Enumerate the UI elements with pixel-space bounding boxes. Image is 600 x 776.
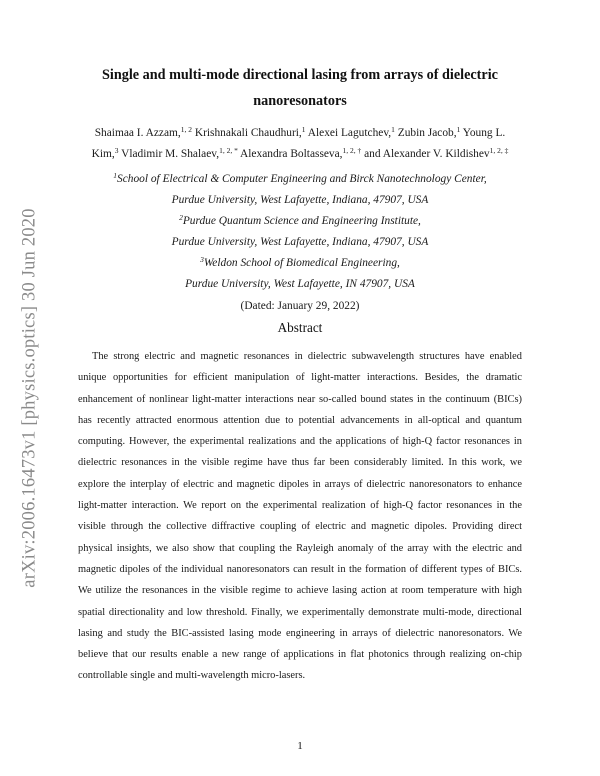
affiliation-text: School of Electrical & Computer Engineering and Birck Nanotechnology Center, <box>117 173 487 185</box>
affiliation-text: Purdue Quantum Science and Engineering Institute, <box>182 215 421 227</box>
affiliation-line <box>40 173 560 185</box>
affiliation-line <box>40 278 560 290</box>
affiliation-text: Purdue University, West Lafayette, IN 47907, USA <box>185 278 415 290</box>
affiliation-mark: 3 <box>200 255 204 264</box>
authors-line-1 <box>40 127 560 139</box>
affiliation-mark: 2 <box>179 213 183 222</box>
author-name: Kim, <box>91 148 115 160</box>
author-affiliation-mark: 1, 2, ‡ <box>489 146 509 155</box>
paper-title-line-2: nanoresonators <box>253 93 347 109</box>
author-name: Alexandra Boltasseva, <box>237 148 343 160</box>
author-name: Krishnakali Chaudhuri, <box>192 127 302 139</box>
authors-line-2 <box>40 148 560 160</box>
author-affiliation-mark: 1 <box>391 125 395 134</box>
affiliation-text: Purdue University, West Lafayette, Indiana, 47907, USA <box>171 194 429 206</box>
arxiv-identifier: arXiv:2006.16473v1 [physics.optics] 30 Jun 2020 <box>19 208 40 588</box>
author-affiliation-mark: 1, 2, * <box>219 146 238 155</box>
author-name: Shaimaa I. Azzam, <box>94 127 181 139</box>
affiliation-line <box>40 236 560 248</box>
author-name: Zubin Jacob, <box>394 127 457 139</box>
dated-line: (Dated: January 29, 2022) <box>240 300 360 312</box>
author-affiliation-mark: 3 <box>114 146 119 155</box>
affiliation-line <box>40 215 560 227</box>
abstract-body: The strong electric and magnetic resonances in dielectric subwavelength structures have enabled unique opportunities for efficient manipulation of light-matter interactions. Besides, the dramatic enhancement of nonlinear light-matter interactions near so-called bound states in the continuum (BICs) has recently attracted enormous attention due to potential advancements in all-optical and quantum computing. However, the experimental realizations and the applications of high-Q factor resonances in dielectric resonances in the visible regime have thus far been considerably limited. In this work, we explore the interplay of electric and magnetic dipoles in arrays of dielectric nanoresonators to enhance light-matter interaction. We report on the experimental realization of high-Q factor resonances in the visible through the collective diffractive coupling of electric and magnetic dipoles. Providing direct physical insights, we also show that coupling the Rayleigh anomaly of the array with the electric and magnetic dipoles of the individual nanoresonators can result in the formation of different types of BICs. We utilize the resonances in the visible regime to achieve lasing action at room temperature with high spatial directionality and low threshold. Finally, we experimentally demonstrate multi-mode, directional lasing and study the BIC-assisted lasing mode engineering in arrays of dielectric nanoresonators. We believe that our results enable a new range of applications in flat photonics through realizing on-chip controllable single and multi-wavelength micro-lasers. <box>78 351 522 682</box>
author-affiliation-mark: 1 <box>301 125 306 134</box>
author-affiliation-mark: 1, 2 <box>180 125 192 134</box>
affiliation-line <box>40 257 560 269</box>
author-name: Vladimir M. Shalaev, <box>118 148 220 160</box>
author-name: and Alexander V. Kildishev <box>361 148 490 160</box>
affiliation-text: Weldon School of Biomedical Engineering, <box>203 257 400 269</box>
affiliation-text: Purdue University, West Lafayette, Indiana, 47907, USA <box>171 236 429 248</box>
page-number: 1 <box>297 740 303 752</box>
author-name: Alexei Lagutchev, <box>305 127 392 139</box>
paper-title-line-1: Single and multi-mode directional lasing from arrays of dielectric <box>102 67 498 83</box>
abstract-heading: Abstract <box>277 320 323 335</box>
affiliation-mark: 1 <box>113 171 118 180</box>
author-affiliation-mark: 1 <box>456 125 461 134</box>
affiliation-line <box>40 194 560 206</box>
author-affiliation-mark: 1, 2, † <box>342 146 362 155</box>
author-name: Young L. <box>460 127 506 139</box>
